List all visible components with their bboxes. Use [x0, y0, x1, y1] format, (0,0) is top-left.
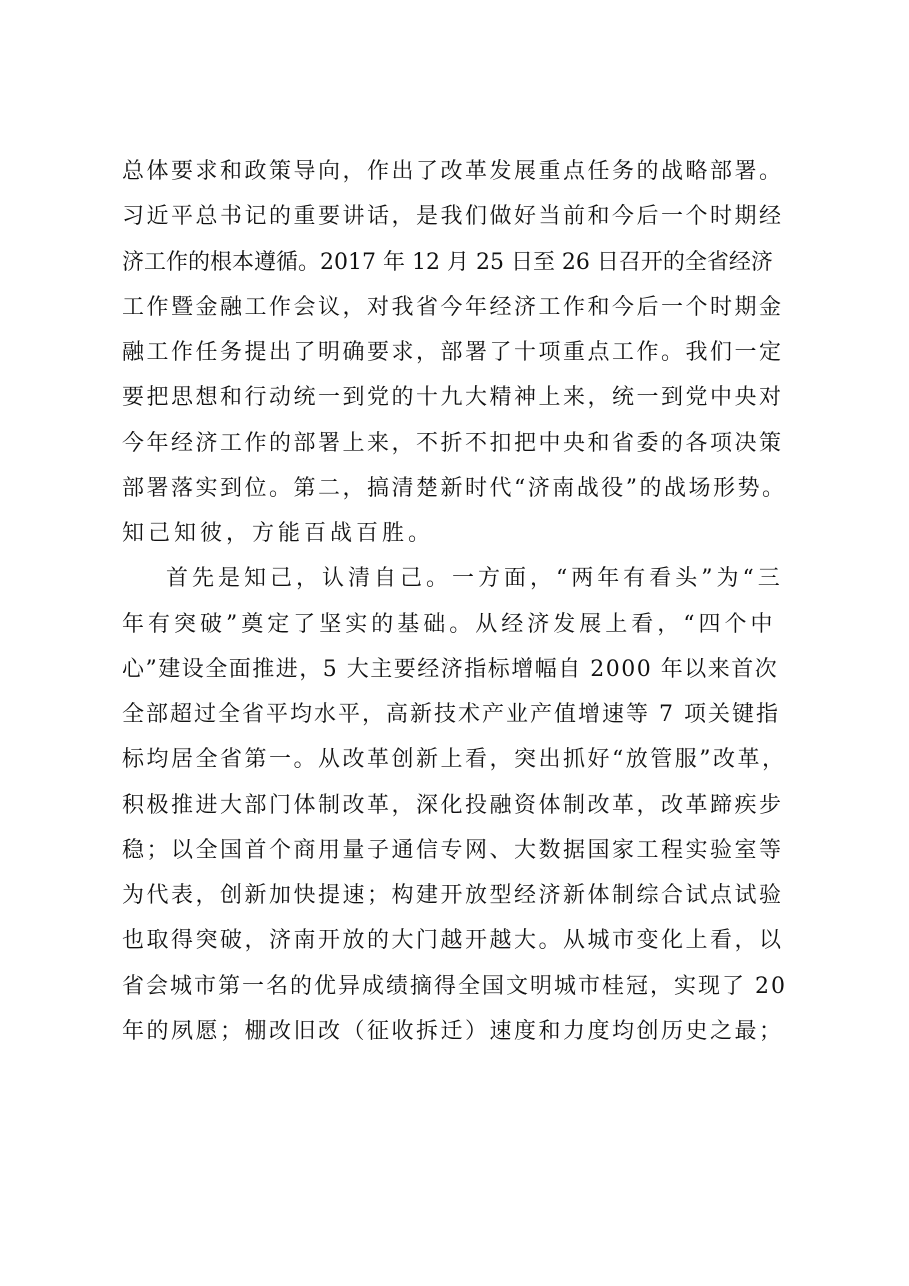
- text-line-8: 部署落实到位。第二，搞清楚新时代“济南战役”的战场形势。: [122, 475, 787, 501]
- text-line-1: 总体要求和政策导向，作出了改革发展重点任务的战略部署。: [122, 159, 784, 184]
- text-line-5: 融工作任务提出了明确要求，部署了十项重点工作。我们一定: [122, 340, 784, 365]
- text-line-9: 知己知彼，方能百战百胜。: [122, 521, 435, 546]
- text-line-11: 年有突破”奠定了坚实的基础。从经济发展上看，“四个中: [122, 611, 777, 637]
- text-line-16: 稳；以全国首个商用量子通信专网、大数据国家工程实验室等: [122, 837, 784, 863]
- text-line-4: 工作暨金融工作会议，对我省今年经济工作和今后一个时期金: [122, 294, 784, 320]
- text-line-20: 年的夙愿；棚改旧改（征收拆迁）速度和力度均创历史之最；: [122, 1018, 784, 1044]
- text-line-14: 标均居全省第一。从改革创新上看，突出抓好“放管服”改革，: [122, 747, 787, 773]
- text-line-15: 积极推进大部门体制改革，深化投融资体制改革，改革蹄疾步: [122, 792, 784, 818]
- text-line-7: 今年经济工作的部署上来，不折不扣把中央和省委的各项决策: [122, 430, 784, 456]
- document-body: [0, 149, 909, 1054]
- text-line-12: 心”建设全面推进，5 大主要经济指标增幅自 2000 年以来首次: [122, 656, 779, 682]
- paragraph-start-line: 首先是知己，认清自己。一方面，“两年有看头”为“三: [166, 566, 784, 592]
- text-line-17: 为代表，创新加快提速；构建开放型经济新体制综合试点试验: [122, 883, 784, 908]
- text-line-18: 也取得突破，济南开放的大门越开越大。从城市变化上看，以: [122, 928, 784, 954]
- text-line-19: 省会城市第一名的优异成绩摘得全国文明城市桂冠，实现了 20: [122, 973, 787, 999]
- text-line-3: 济工作的根本遵循。2017 年 12 月 25 日至 26 日召开的全省经济: [122, 249, 773, 275]
- text-line-2: 习近平总书记的重要讲话，是我们做好当前和今后一个时期经: [122, 204, 784, 230]
- text-line-6: 要把思想和行动统一到党的十九大精神上来，统一到党中央对: [122, 385, 784, 411]
- text-line-13: 全部超过全省平均水平，高新技术产业产值增速等 7 项关键指: [122, 702, 780, 727]
